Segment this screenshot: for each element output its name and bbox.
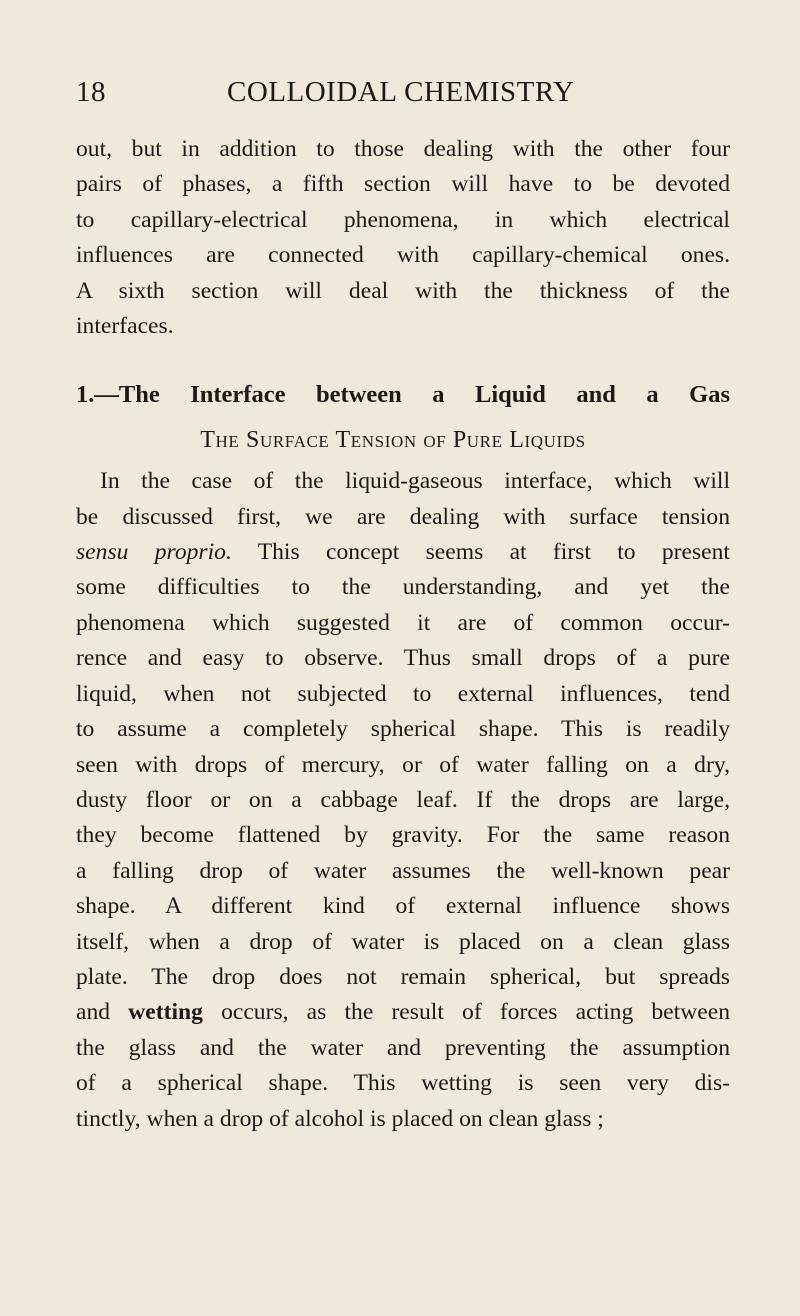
text-line: dusty floor or on a cabbage leaf. If the drops are large, [76, 786, 730, 813]
text-line: to assume a completely spherical shape. This is readily [76, 716, 730, 743]
text-line: some difficulties to the understanding, and yet the [76, 574, 730, 601]
text-line: a falling drop of water assumes the well-known pear [76, 857, 730, 884]
text-line [76, 535, 730, 570]
bold-term: wetting [128, 999, 203, 1026]
text-line: tinctly, when a drop of alcohol is placed on clean glass ; [76, 1105, 604, 1132]
text-line: of a spherical shape. This wetting is seen very dis- [76, 1070, 730, 1097]
running-title: COLLOIDAL CHEMISTRY [227, 76, 575, 108]
page-number: 18 [76, 76, 106, 108]
text-fragment: This concept seems at first to present [231, 539, 730, 566]
body-text [76, 132, 730, 1137]
text-line: phenomena which suggested it are of common occur- [76, 609, 730, 636]
text-line: rence and easy to observe. Thus small drops of a pure [76, 645, 730, 672]
text-line: the glass and the water and preventing the assumption [76, 1034, 730, 1061]
text-line: to capillary-electrical phenomena, in which electrical [76, 206, 730, 233]
text-line: seen with drops of mercury, or of water falling on a dry, [76, 751, 730, 778]
paragraph-1 [76, 132, 730, 344]
italic-phrase: sensu proprio. [76, 539, 232, 566]
section-heading: 1.—The Interface between a Liquid and a Gas [76, 381, 730, 409]
text-fragment: and [76, 999, 129, 1026]
text-line [76, 995, 730, 1030]
text-line: pairs of phases, a fifth section will have to be devoted [76, 171, 730, 198]
text-line: out, but in addition to those dealing with the other four [76, 136, 730, 162]
text-line: interfaces. [76, 313, 174, 340]
text-line: In the case of the liquid-gaseous interface, which will [100, 468, 730, 495]
text-line: shape. A different kind of external influence shows [76, 893, 730, 920]
paragraph-2 [76, 464, 730, 1137]
text-line: they become flattened by gravity. For the same reason [76, 822, 730, 849]
text-line: itself, when a drop of water is placed on a clean glass [76, 928, 730, 955]
text-line: liquid, when not subjected to external influences, tend [76, 680, 730, 707]
running-head [76, 76, 728, 116]
text-line: influences are connected with capillary-chemical ones. [76, 242, 730, 269]
text-line: A sixth section will deal with the thickness of the [76, 277, 730, 304]
text-line: plate. The drop does not remain spherical, but spreads [76, 963, 730, 990]
text-fragment: occurs, as the result of forces acting between [202, 999, 730, 1026]
section-subheading: The Surface Tension of Pure Liquids [200, 426, 586, 453]
text-line: be discussed first, we are dealing with surface tension [76, 503, 730, 530]
